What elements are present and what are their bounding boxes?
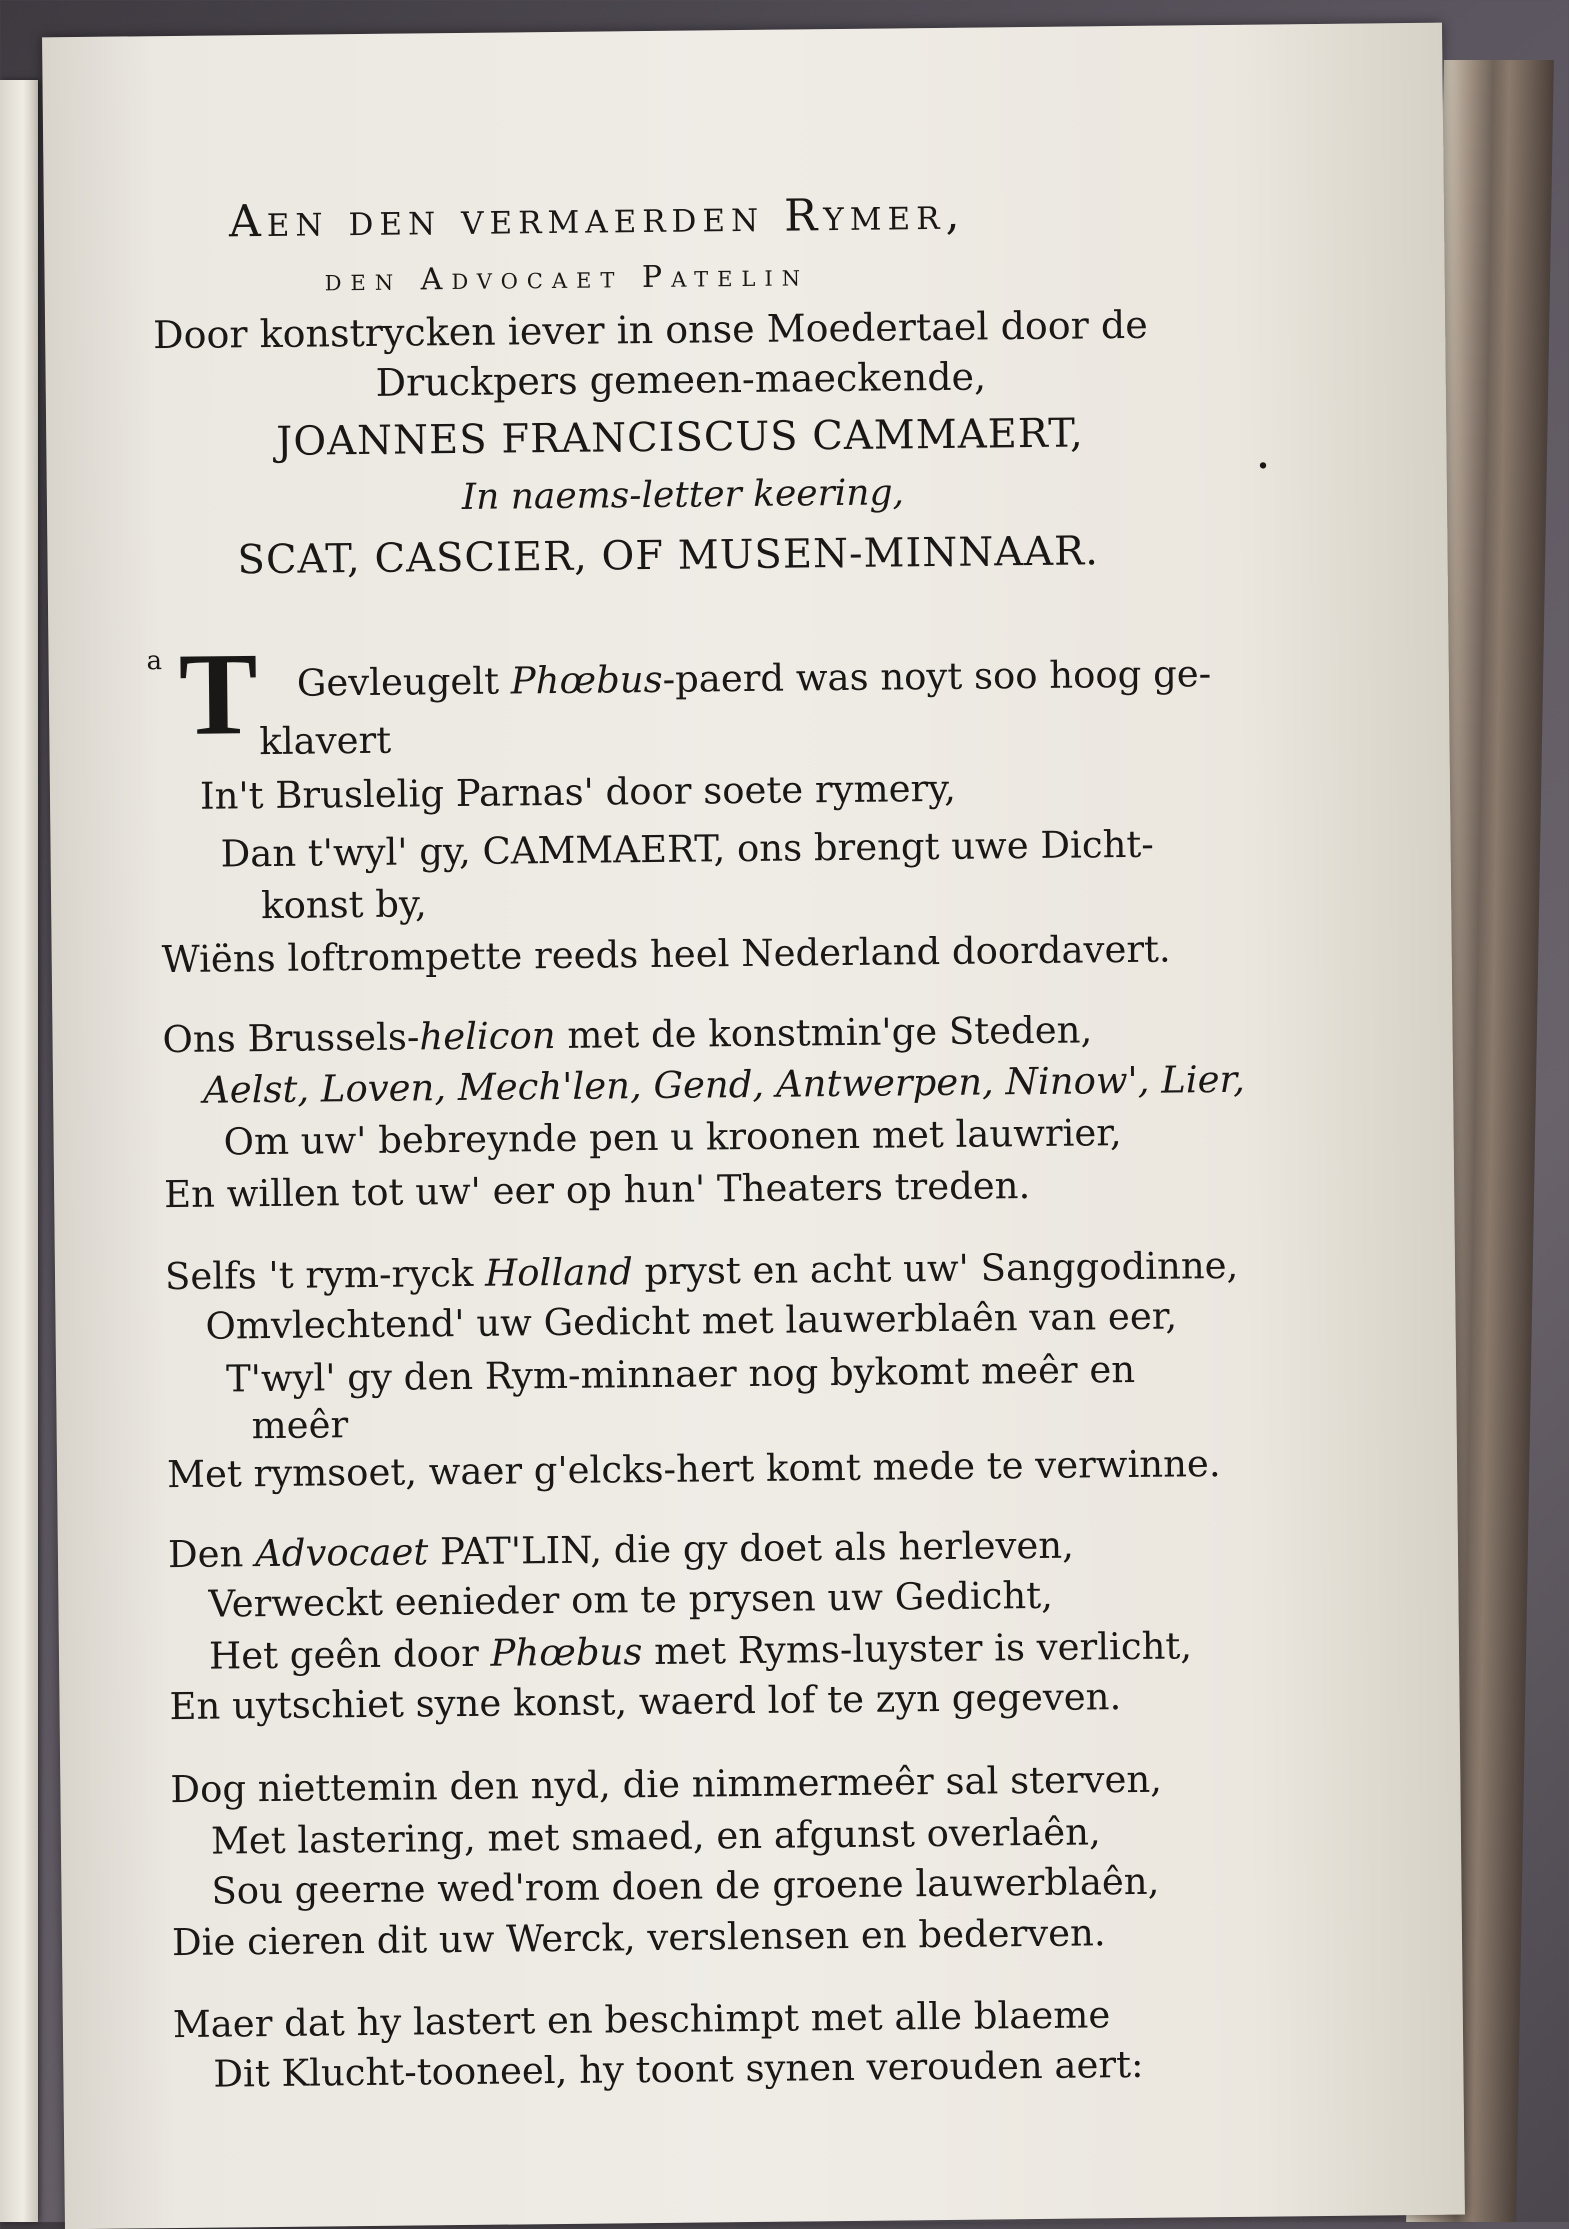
poem-italic-text: Holland [484, 1250, 634, 1295]
poem-text: In't Bruslelig Parnas' door soete rymery, [199, 766, 957, 818]
poem-line [208, 1573, 1054, 1626]
heading-line-4: Druckpers gemeen-maeckende, [375, 354, 987, 405]
poem-line [259, 718, 392, 764]
poem-text: Het geên door [208, 1631, 491, 1678]
poem-text: Maer dat hy lastert en beschimpt met alle blaeme [172, 1993, 1111, 2047]
page-speck: • [1256, 454, 1270, 480]
poem-line [167, 1523, 1075, 1577]
poem-text: met Ryms-luyster is verlicht, [642, 1624, 1193, 1674]
poem-text: Dan t'wyl' gy, CAMMAERT, ons brengt uwe Dicht- [220, 822, 1155, 876]
poem-line [163, 1164, 1031, 1217]
poem-italic-text: Phœbus [490, 1630, 643, 1675]
poem-text: konst by, [260, 882, 427, 928]
poem-line [202, 1057, 1246, 1112]
poem-line [166, 1442, 1221, 1497]
poem-line [199, 766, 957, 818]
poem-text: Den [167, 1532, 256, 1577]
poem-line [211, 1859, 1160, 1913]
heading-line-1: Aen den vermaerden Rymer, [228, 188, 966, 248]
poem-line [164, 1243, 1239, 1299]
poem-text: Met lastering, met smaed, en afgunst overlaên, [210, 1810, 1101, 1863]
poem-italic-text: Phœbus [510, 657, 663, 703]
poem-text: meêr [251, 1403, 349, 1448]
poem-line [220, 822, 1155, 876]
anagram-title: SCAT, CASCIER, OF MUSEN-MINNAAR. [237, 528, 1100, 584]
poem-text: Die cieren dit uw Werck, verslensen en bederven. [171, 1911, 1106, 1965]
poem-line [210, 1810, 1101, 1863]
heading-line-3: Door konstrycken iever in onse Moedertael door de [152, 302, 1148, 358]
anagram-note: In naems-letter keering, [461, 472, 905, 518]
poem-line [162, 1008, 1093, 1062]
poem-text: Dog niettemin den nyd, die nimmermeêr sal sterven, [170, 1757, 1163, 1812]
poem-text: Verweckt eenieder om te prysen uw Gedicht, [208, 1573, 1054, 1626]
signature-mark: a [146, 646, 163, 677]
poem-text: Gevleugelt [296, 659, 511, 705]
poem-italic-text: helicon [419, 1014, 556, 1059]
poem-text: PAT'LIN, die gy doet als herleven, [427, 1523, 1075, 1574]
poem-line [213, 2042, 1144, 2096]
poem-text: Ons Brussels- [162, 1015, 420, 1062]
poem-line [223, 1111, 1122, 1164]
poem-line [296, 652, 1212, 705]
poem-text: klavert [259, 718, 392, 764]
poem-line [161, 927, 1171, 982]
poem-line [251, 1403, 349, 1448]
poem-line [171, 1911, 1106, 1965]
poem-text: Met rymsoet, waer g'elcks-hert komt mede te verwinne. [166, 1442, 1221, 1497]
drop-cap: T [178, 628, 259, 760]
poem-line [260, 882, 427, 928]
poem-text: Sou geerne wed'rom doen de groene lauwerblaên, [211, 1859, 1160, 1913]
poem-text: Wiëns loftrompette reeds heel Nederland doordavert. [161, 927, 1171, 982]
poem-text: T'wyl' gy den Rym-minnaer nog bykomt meêr en [225, 1347, 1136, 1401]
poem-text: En uytschiet syne konst, waerd lof te zyn gegeven. [169, 1675, 1122, 1729]
poem-line [225, 1347, 1136, 1401]
book-page [42, 23, 1465, 2229]
poem-line [172, 1993, 1111, 2047]
poem-italic-text: Advocaet [254, 1530, 429, 1576]
poem-italic-text: Aelst, Loven, Mech'len, Gend, Antwerpen, Ninow', Lier, [202, 1057, 1246, 1112]
poem-text: Om uw' bebreynde pen u kroonen met lauwrier, [223, 1111, 1122, 1164]
left-page-edge [0, 80, 38, 2222]
poem-line [170, 1757, 1163, 1812]
poem-text: pryst en acht uw' Sanggodinne, [632, 1243, 1239, 1294]
poem-text: Omvlechtend' uw Gedicht met lauwerblaên van eer, [205, 1294, 1178, 1348]
poem-text: met de konstmin'ge Steden, [555, 1008, 1093, 1058]
poem-text: Dit Klucht-tooneel, hy toont synen verouden aert: [213, 2042, 1144, 2096]
author-name: JOANNES FRANCISCUS CAMMAERT, [276, 410, 1084, 465]
poem-text: -paerd was noyt soo hoog ge- [662, 652, 1212, 701]
heading-line-2: den Advocaet Patelin [324, 258, 810, 299]
poem-text: En willen tot uw' eer op hun' Theaters treden. [163, 1164, 1031, 1217]
poem-line [169, 1675, 1122, 1729]
poem-line [208, 1624, 1193, 1678]
poem-line [205, 1294, 1178, 1348]
poem-text: Selfs 't rym-ryck [164, 1251, 486, 1299]
